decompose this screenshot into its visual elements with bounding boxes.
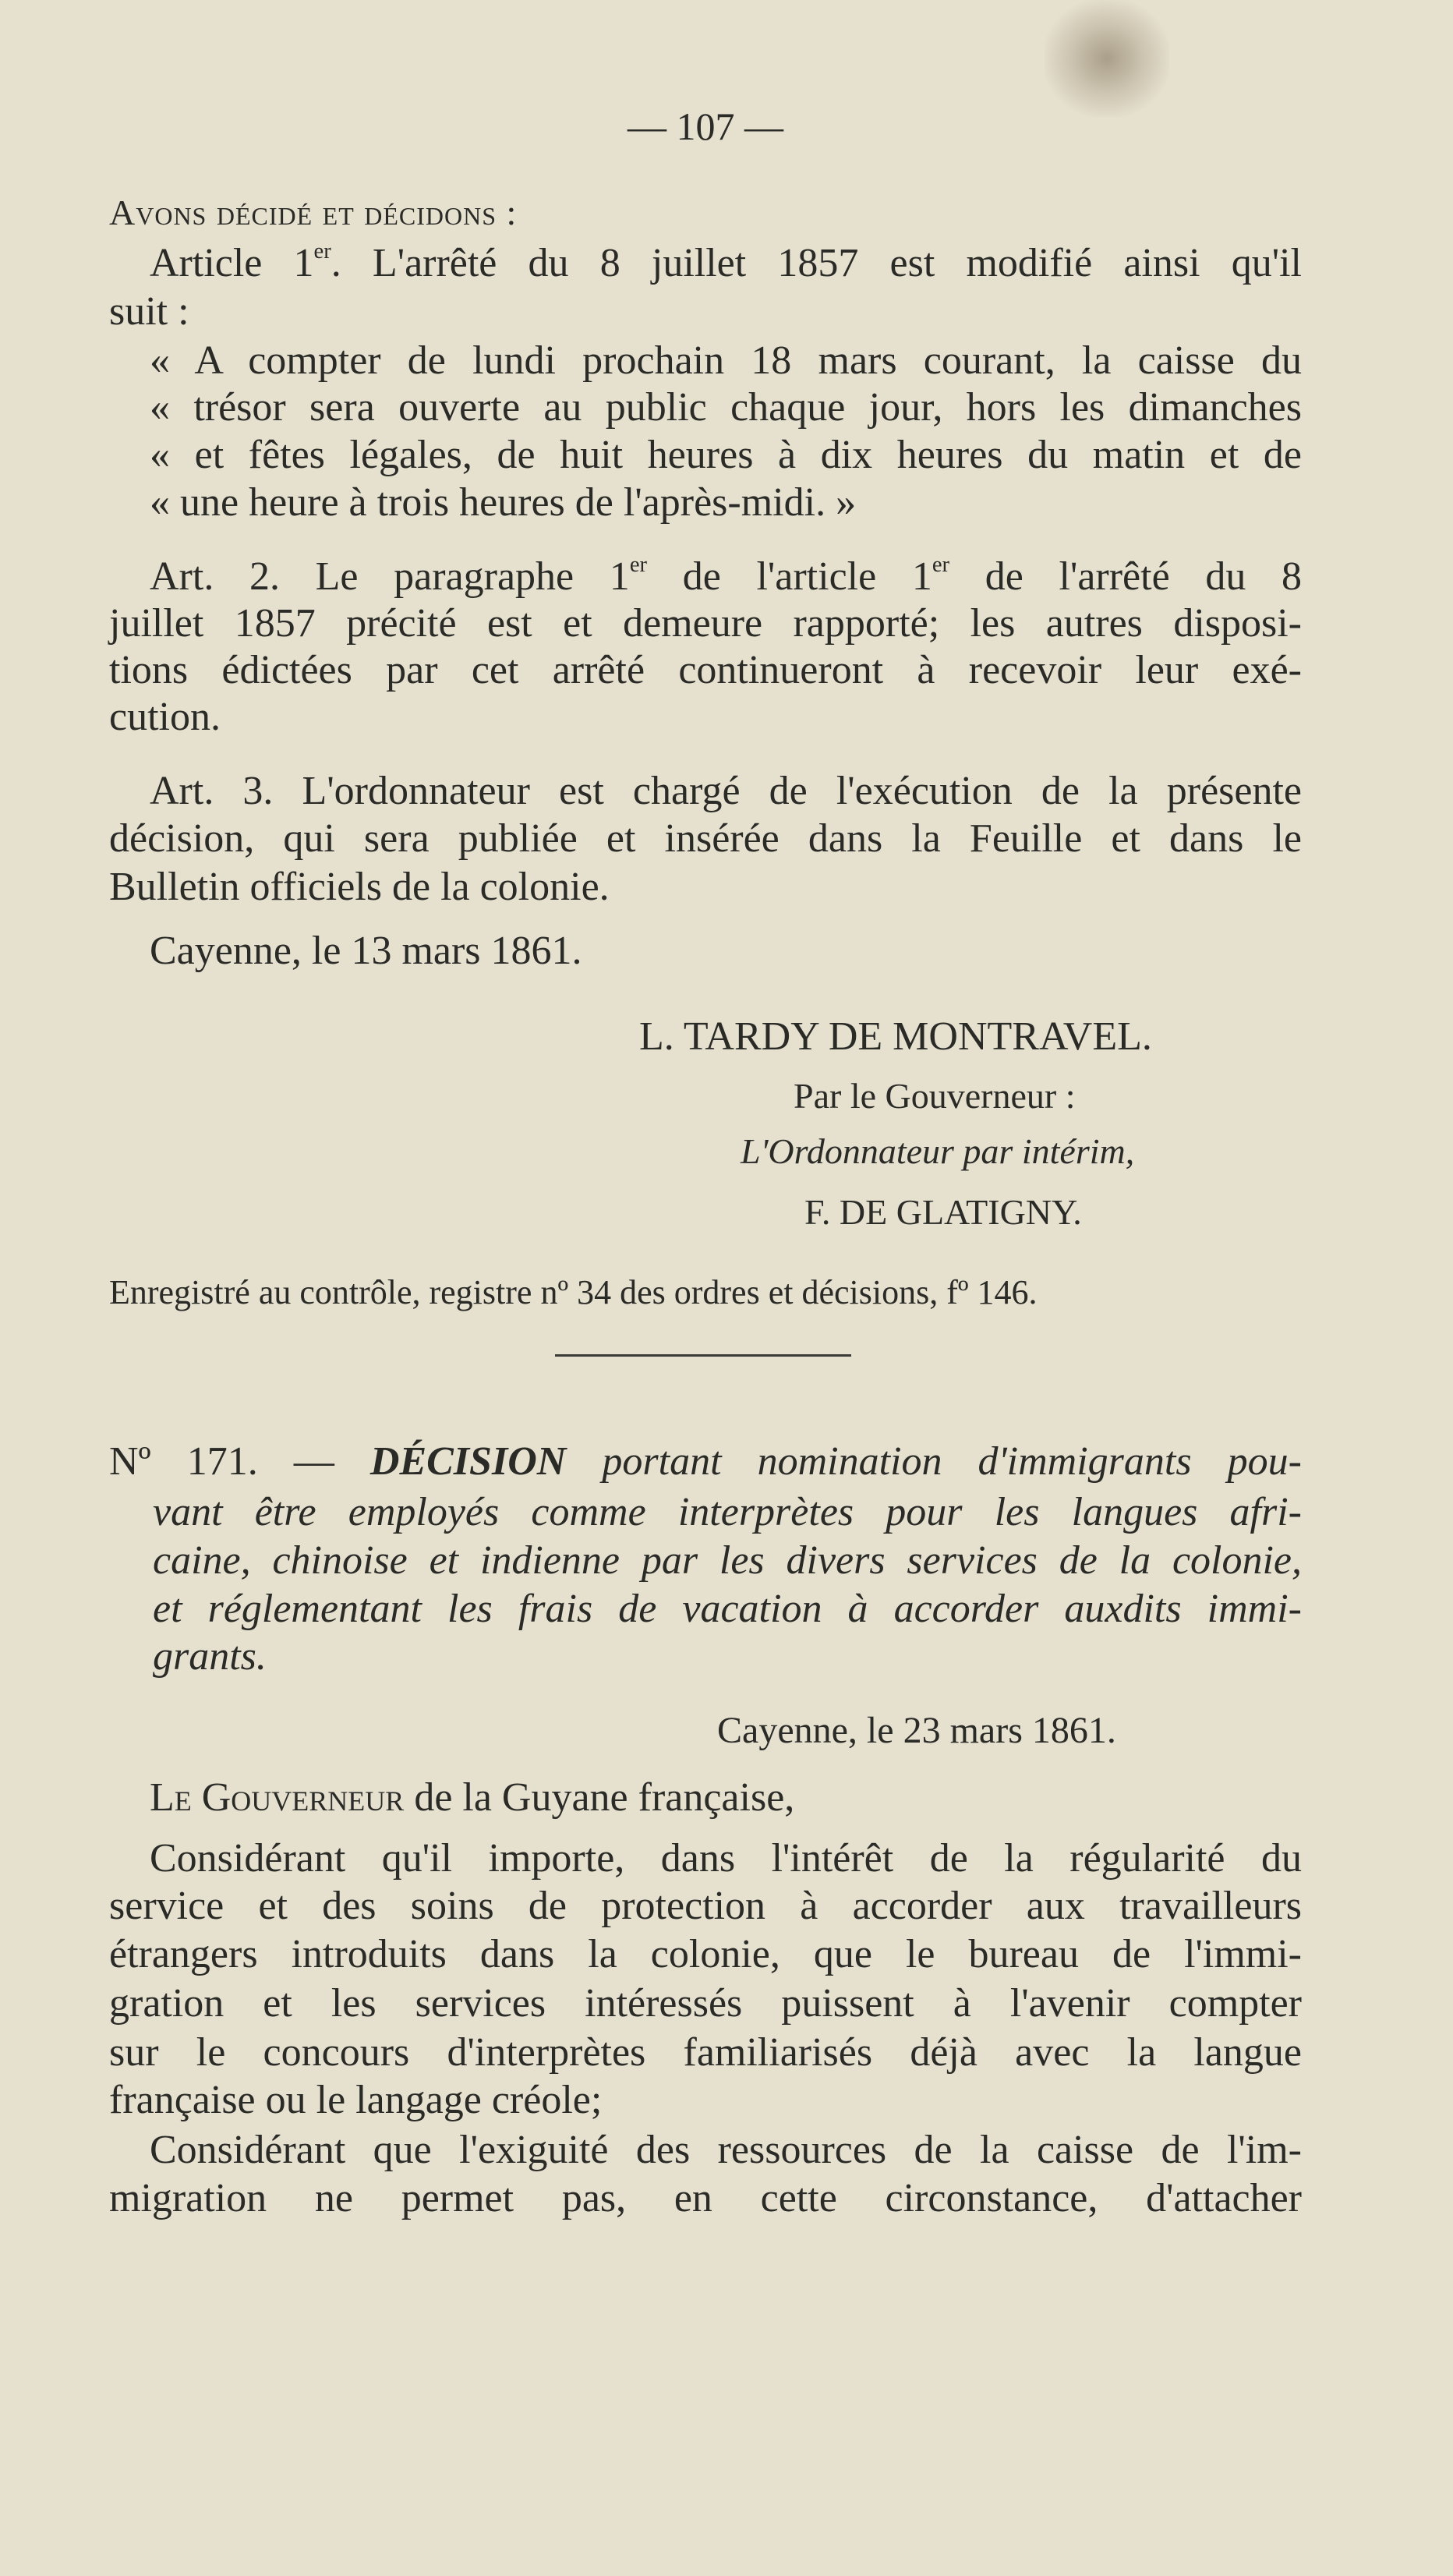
quote-line: « A compter de lundi prochain 18 mars courant, la caisse du <box>150 338 1302 383</box>
article-2-line: tions édictées par cet arrêté continueront à recevoir leur exé- <box>109 648 1302 692</box>
considerant-line: migration ne permet pas, en cette circonstance, d'attacher <box>109 2176 1302 2220</box>
decision-171-title-line: caine, chinoise et indienne par les divers services de la colonie, <box>153 1538 1302 1583</box>
considerant-line: française ou le langage créole; <box>109 2078 603 2122</box>
considerant-line: sur le concours d'interprètes familiarisés déjà avec la langue <box>109 2030 1302 2075</box>
decision-171-date: Cayenne, le 23 mars 1861. <box>717 1710 1116 1751</box>
considerant-line: gration et les services intéressés puissent à l'avenir compter <box>109 1981 1302 2026</box>
considerant-line: étrangers introduits dans la colonie, que le bureau de l'immi- <box>109 1932 1302 1976</box>
signature-title: L'Ordonnateur par intérim, <box>741 1131 1135 1171</box>
decision-171-title-line: et réglementant les frais de vacation à accorder auxdits immi- <box>153 1587 1302 1631</box>
signature-name: L. TARDY DE MONTRAVEL. <box>639 1014 1152 1059</box>
article-2-line: juillet 1857 précité est et demeure rapporté; les autres disposi- <box>109 601 1302 646</box>
quote-line: « une heure à trois heures de l'après-midi. » <box>150 480 857 525</box>
decision-heading: Avons décidé et décidons : <box>109 193 518 232</box>
decision-171-title-line: vant être employés comme interprètes pour les langues afri- <box>153 1490 1302 1534</box>
considerant-line: Considérant que l'exiguité des ressources de la caisse de l'im- <box>150 2128 1302 2172</box>
article-3-line: décision, qui sera publiée et insérée dans la Feuille et dans le <box>109 816 1302 861</box>
signature-official: F. DE GLATIGNY. <box>804 1192 1082 1232</box>
section-divider <box>555 1354 851 1357</box>
registration-note: Enregistré au contrôle, registre nº 34 des ordres et décisions, fº 146. <box>109 1273 1038 1311</box>
article-3-line: Art. 3. L'ordonnateur est chargé de l'exécution de la présente <box>150 769 1302 813</box>
article-2-line: cution. <box>109 695 221 739</box>
governor-line: Le Gouverneur de la Guyane française, <box>150 1775 795 1820</box>
signature-by: Par le Gouverneur : <box>794 1076 1076 1116</box>
article-1-line-1: Article 1er. L'arrêté du 8 juillet 1857 est modifié ainsi qu'il <box>150 239 1303 285</box>
page-number: — 107 — <box>628 104 783 148</box>
paper-stain <box>1045 0 1169 117</box>
quote-line: « et fêtes légales, de huit heures à dix heures du matin et de <box>150 433 1302 477</box>
article-2-line-1: Art. 2. Le paragraphe 1er de l'article 1er de l'arrêté du 8 <box>150 553 1302 599</box>
place-date: Cayenne, le 13 mars 1861. <box>150 929 582 973</box>
considerant-line: Considérant qu'il importe, dans l'intérêt de la régularité du <box>150 1836 1302 1881</box>
considerant-line: service et des soins de protection à accorder aux travailleurs <box>109 1884 1302 1928</box>
decision-171-title-line: grants. <box>153 1634 267 1679</box>
article-3-line: Bulletin officiels de la colonie. <box>109 865 610 909</box>
decision-171-title-line: Nº 171. — DÉCISION portant nomination d'immigrants pou- <box>109 1439 1302 1484</box>
article-1-line-2: suit : <box>109 289 189 334</box>
quote-line: « trésor sera ouverte au public chaque jour, hors les dimanches <box>150 385 1302 430</box>
